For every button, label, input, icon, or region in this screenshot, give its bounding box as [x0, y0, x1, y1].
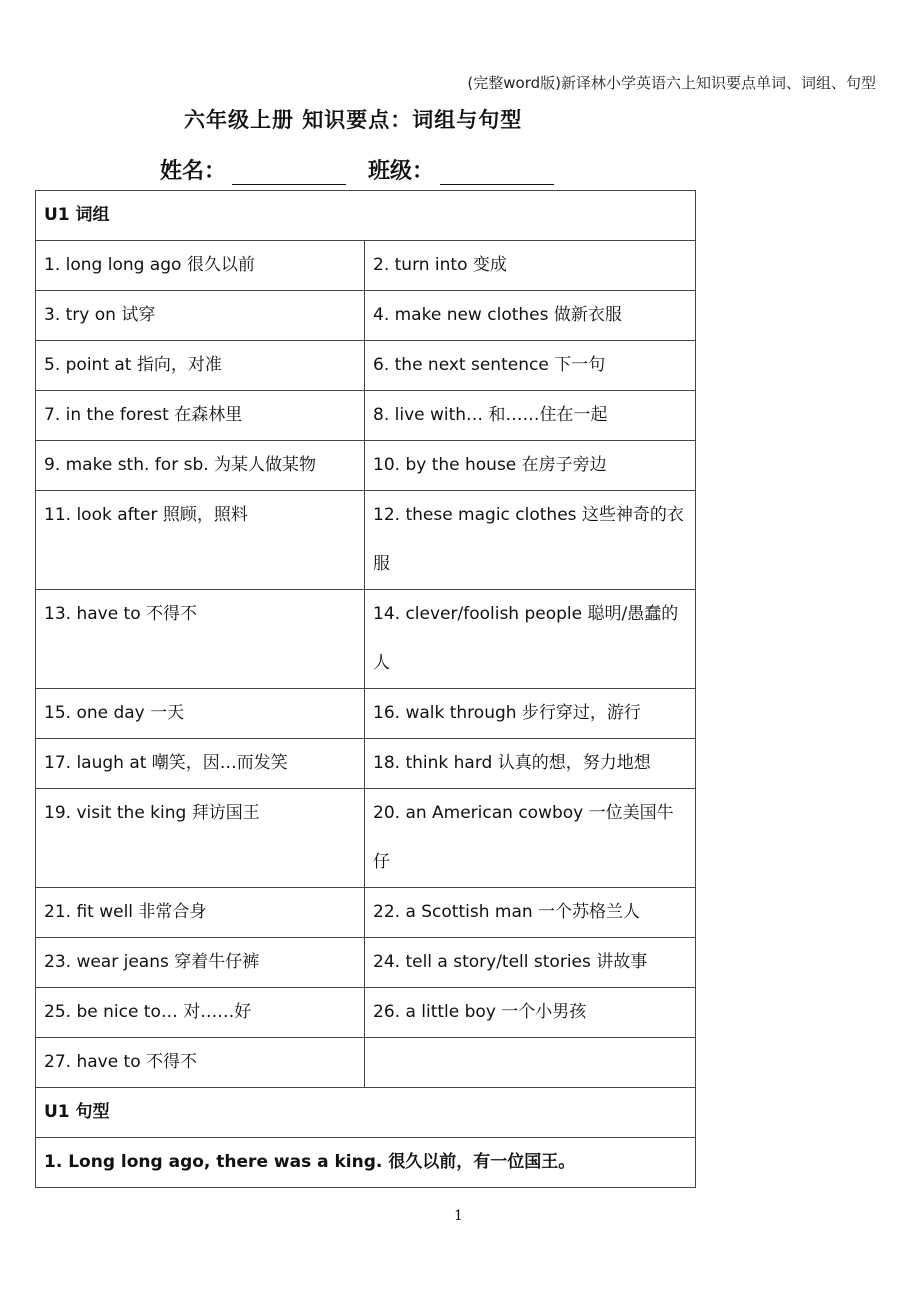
table-row — [36, 1138, 696, 1188]
header-note: (完整word版)新译林小学英语六上知识要点单词、词组、句型 — [467, 74, 876, 92]
page-number: 1 — [454, 1208, 463, 1224]
phrase-cell: 24. tell a story/tell stories 讲故事 — [365, 938, 696, 988]
phrase-cell: 9. make sth. for sb. 为某人做某物 — [36, 441, 365, 491]
table-row — [36, 789, 696, 888]
table-row — [36, 590, 696, 689]
phrase-cell: 26. a little boy 一个小男孩 — [365, 988, 696, 1038]
phrase-cell: 4. make new clothes 做新衣服 — [365, 291, 696, 341]
phrase-cell: 15. one day 一天 — [36, 689, 365, 739]
table-row — [36, 391, 696, 441]
phrase-cell: 17. laugh at 嘲笑，因…而发笑 — [36, 739, 365, 789]
student-info-row — [160, 154, 576, 185]
table-row — [36, 291, 696, 341]
table-row — [36, 241, 696, 291]
section-heading-phrases: U1 词组 — [36, 191, 696, 241]
phrase-cell: 14. clever/foolish people 聪明/愚蠢的人 — [365, 590, 696, 689]
phrase-cell-empty — [365, 1038, 696, 1088]
table-row — [36, 988, 696, 1038]
sentence-cell: 1. Long long ago, there was a king. 很久以前，有一位国王。 — [36, 1138, 696, 1188]
table-row — [36, 441, 696, 491]
phrase-cell: 10. by the house 在房子旁边 — [365, 441, 696, 491]
phrase-cell: 1. long long ago 很久以前 — [36, 241, 365, 291]
phrase-cell: 8. live with… 和……住在一起 — [365, 391, 696, 441]
table-row — [36, 689, 696, 739]
phrases-table — [35, 190, 696, 1188]
phrase-cell: 27. have to 不得不 — [36, 1038, 365, 1088]
document-title: 六年级上册 知识要点：词组与句型 — [184, 108, 523, 132]
class-blank[interactable] — [440, 162, 554, 185]
phrase-cell: 3. try on 试穿 — [36, 291, 365, 341]
phrase-cell: 13. have to 不得不 — [36, 590, 365, 689]
class-label: 班级： — [368, 159, 435, 184]
phrase-cell: 20. an American cowboy 一位美国牛仔 — [365, 789, 696, 888]
name-label: 姓名： — [160, 159, 227, 184]
phrase-cell: 11. look after 照顾，照料 — [36, 491, 365, 590]
name-blank[interactable] — [232, 162, 346, 185]
table-row — [36, 341, 696, 391]
table-row — [36, 938, 696, 988]
phrase-cell: 21. fit well 非常合身 — [36, 888, 365, 938]
phrase-cell: 16. walk through 步行穿过，游行 — [365, 689, 696, 739]
phrase-cell: 23. wear jeans 穿着牛仔裤 — [36, 938, 365, 988]
table-row — [36, 888, 696, 938]
phrase-cell: 6. the next sentence 下一句 — [365, 341, 696, 391]
phrase-cell: 22. a Scottish man 一个苏格兰人 — [365, 888, 696, 938]
section-heading-sentences: U1 句型 — [36, 1088, 696, 1138]
phrase-cell: 12. these magic clothes 这些神奇的衣服 — [365, 491, 696, 590]
phrase-cell: 2. turn into 变成 — [365, 241, 696, 291]
phrase-cell: 25. be nice to… 对……好 — [36, 988, 365, 1038]
phrase-cell: 18. think hard 认真的想，努力地想 — [365, 739, 696, 789]
phrase-cell: 7. in the forest 在森林里 — [36, 391, 365, 441]
phrase-cell: 19. visit the king 拜访国王 — [36, 789, 365, 888]
phrase-cell: 5. point at 指向，对准 — [36, 341, 365, 391]
table-row — [36, 1038, 696, 1088]
table-row — [36, 739, 696, 789]
table-row — [36, 491, 696, 590]
